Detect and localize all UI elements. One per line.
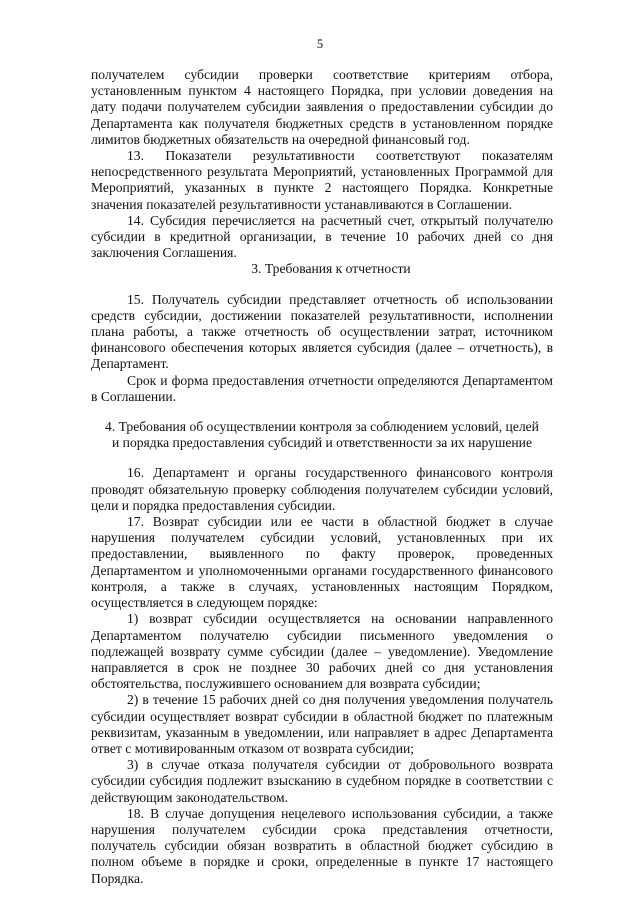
paragraph-17: 17. Возврат субсидии или ее части в областной бюджет в случае нарушения получателем субсидии условий, установленных при их предоставлении, выявленного по факту проверок, проведенных Департаментом и уполномоченными органами государственного финансового контроля, а также в случаях, установленных настоящим Порядком, осуществляется в следующем порядке: bbox=[91, 514, 553, 611]
spacer bbox=[91, 405, 553, 419]
spacer bbox=[91, 451, 553, 465]
paragraph-14: 14. Субсидия перечисляется на расчетный счет, открытый получателю субсидии в кредитной организации, в течение 10 рабочих дней со дня заключения Соглашения. bbox=[91, 212, 553, 261]
paragraph-18: 18. В случае допущения нецелевого использования субсидии, а также нарушения получателем субсидии срока представления отчетности, получатель субсидии обязан возвратить в областной бюджет субсидию в полном объеме в порядке и сроки, определенные в пункте 17 настоящего Порядка. bbox=[91, 805, 553, 886]
paragraph-13: 13. Показатели результативности соответствуют показателям непосредственного результата Мероприятий, установленных Программой для Мероприятий, указанных в пункте 2 настоящего Порядка. Конкретные значения показателей результативности устанавливаются в Соглашении. bbox=[91, 148, 553, 212]
paragraph-continuation: получателем субсидии проверки соответствие критериям отбора, установленным пунктом 4 настоящего Порядка, при условии доведения на дату подачи получателем субсидии заявления о предоставлении субсидии до Департамента как получателя бюджетных средств в установленном порядке лимитов бюджетных обязательств на очередной финансовый год. bbox=[91, 67, 553, 147]
paragraph-15: 15. Получатель субсидии представляет отчетность об использовании средств субсидии, достижении показателей результативности, исполнении плана работы, а также отчетность об осуществлении затрат, источником финансового обеспечения которых является субсидия (далее – отчетность), в Департамент. bbox=[91, 291, 553, 372]
paragraph-reporting-terms: Срок и форма предоставления отчетности определяются Департаментом в Соглашении. bbox=[91, 372, 553, 404]
section-4-heading-line-1: 4. Требования об осуществлении контроля за соблюдением условий, целей bbox=[105, 419, 539, 435]
paragraph-17-item-3: 3) в случае отказа получателя субсидии от добровольного возврата субсидии субсидия подлежит взысканию в судебном порядке в соответствии с действующим законодательством. bbox=[91, 757, 553, 805]
section-3-heading: 3. Требования к отчетности bbox=[251, 261, 411, 277]
paragraph-17-item-2: 2) в течение 15 рабочих дней со дня получения уведомления получатель субсидии осуществляет возврат субсидии в областной бюджет по платежным реквизитам, указанным в уведомлении, или направляет в адрес Департамента ответ с мотивированным отказом от возврата субсидии; bbox=[91, 692, 553, 756]
spacer bbox=[91, 278, 553, 292]
section-4-heading-line-2: и порядка предоставления субсидий и ответственности за их нарушение bbox=[112, 435, 532, 451]
document-body bbox=[91, 67, 553, 887]
paragraph-16: 16. Департамент и органы государственного финансового контроля проводят обязательную проверку соблюдения получателем субсидии условий, цели и порядка предоставления субсидии. bbox=[91, 465, 553, 513]
paragraph-17-item-1: 1) возврат субсидии осуществляется на основании направленного Департаментом получателю субсидии письменного уведомления о подлежащей возврату сумме субсидии (далее – уведомление). Уведомление направляется в срок не позднее 30 рабочих дней со дня установления обстоятельства, послужившего основанием для возврата субсидии; bbox=[91, 611, 553, 692]
page-number: 5 bbox=[316, 37, 324, 51]
